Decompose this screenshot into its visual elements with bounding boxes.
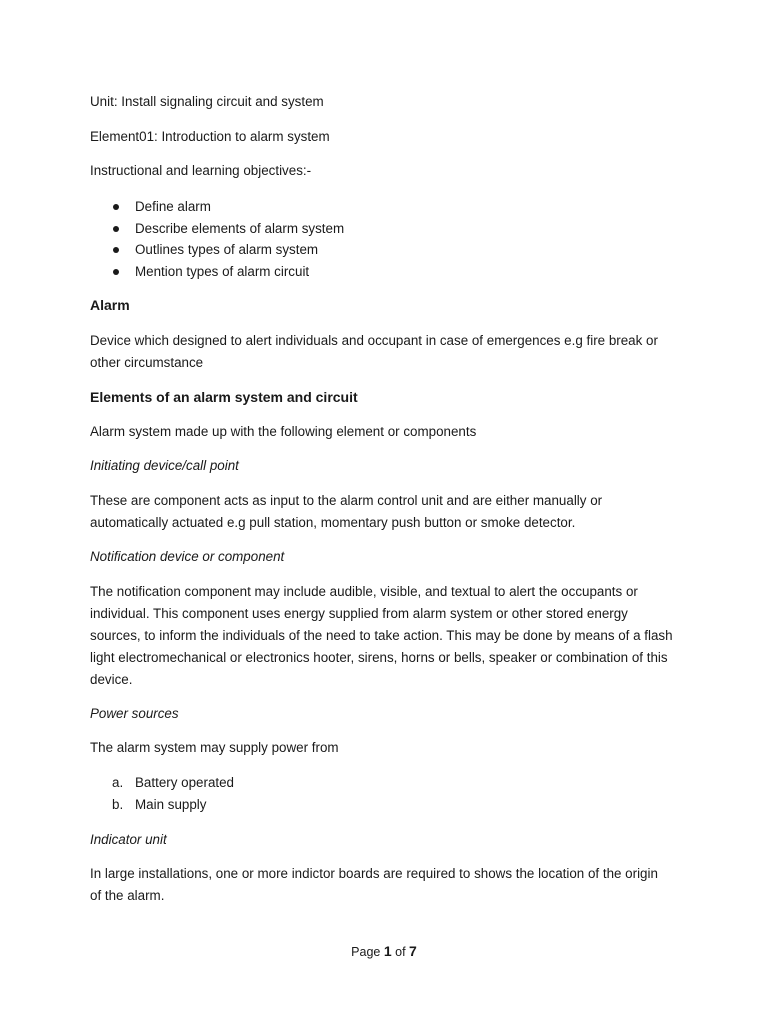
page-number: 1 [383, 943, 392, 959]
alarm-heading: Alarm [90, 297, 130, 313]
list-marker: b. [112, 796, 124, 812]
page-total: 7 [409, 943, 417, 959]
list-item [90, 218, 680, 240]
bullet-icon [113, 247, 119, 253]
objective-text: Define alarm [135, 199, 211, 214]
list-item [90, 772, 680, 794]
power-list [90, 772, 680, 815]
objective-text: Describe elements of alarm system [135, 220, 345, 236]
element-line: Element01: Introduction to alarm system [90, 129, 330, 144]
bullet-icon [113, 269, 119, 275]
list-item [90, 239, 680, 261]
objective-text: Outlines types of alarm system [135, 242, 319, 258]
initiating-heading: Initiating device/call point [90, 458, 239, 473]
elements-heading: Elements of an alarm system and circuit [90, 389, 358, 405]
objectives-list [90, 196, 680, 283]
list-item [90, 261, 680, 283]
indicator-heading: Indicator unit [90, 832, 167, 847]
power-item-text: Battery operated [135, 775, 235, 790]
list-item [90, 794, 680, 816]
power-item-text: Main supply [135, 796, 207, 812]
objective-text: Mention types of alarm circuit [135, 264, 310, 280]
elements-intro: Alarm system made up with the following element or components [90, 424, 477, 439]
unit-line: Unit: Install signaling circuit and system [90, 94, 324, 109]
notification-heading: Notification device or component [90, 549, 285, 564]
power-intro: The alarm system may supply power from [90, 740, 339, 755]
objectives-intro: Instructional and learning objectives:- [90, 163, 312, 178]
bullet-icon [113, 226, 119, 232]
alarm-definition: Device which designed to alert individuals and occupant in case of emergences e.g fire break or other circumstance [90, 333, 658, 370]
indicator-text: In large installations, one or more indictor boards are required to shows the location of the origin of the alarm. [90, 866, 658, 903]
page-footer [0, 941, 768, 962]
page-word: Page [351, 945, 381, 959]
bullet-icon [113, 204, 119, 210]
notification-text: The notification component may include audible, visible, and textual to alert the occupants or individual. This component uses energy supplied from alarm system or other stored energy sources, to inform the individuals of the need to take action. This may be done by means of a flash light electromechanical or electronics hooter, sirens, horns or bells, speaker or combination of this device. [90, 584, 673, 687]
initiating-text: These are component acts as input to the alarm control unit and are either manually or automatically actuated e.g pull station, momentary push button or smoke detector. [90, 493, 603, 530]
list-item [90, 196, 680, 218]
list-marker: a. [112, 775, 124, 790]
power-heading: Power sources [90, 706, 179, 721]
of-word: of [395, 945, 406, 959]
